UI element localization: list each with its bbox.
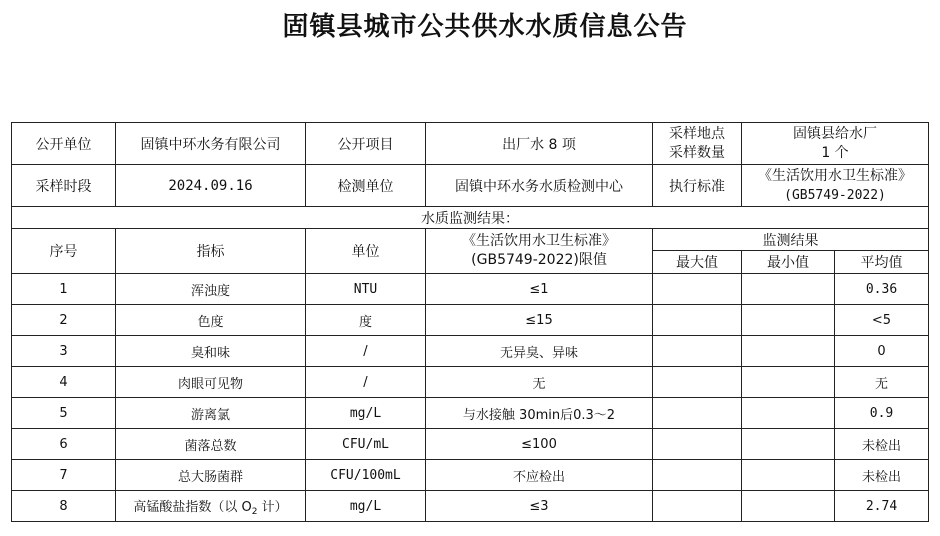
row-no: 3 — [12, 336, 116, 367]
row-min — [742, 398, 835, 429]
col-header-min: 最小值 — [742, 251, 835, 274]
row-limit: 与水接触 30min后0.3～2 — [426, 398, 653, 429]
period-value: 2024.09.16 — [116, 165, 306, 207]
row-avg: 0.36 — [835, 274, 929, 305]
row-no: 2 — [12, 305, 116, 336]
col-header-limit-line2: (GB5749-2022)限值 — [471, 252, 607, 268]
row-indicator: 肉眼可见物 — [116, 367, 306, 398]
section-title: 水质监测结果： — [12, 207, 929, 229]
table-row — [12, 491, 929, 522]
row-indicator: 总大肠菌群 — [116, 460, 306, 491]
row-no: 7 — [12, 460, 116, 491]
publisher-label: 公开单位 — [12, 123, 116, 165]
col-header-max: 最大值 — [653, 251, 742, 274]
table-row — [12, 274, 929, 305]
row-unit: 度 — [306, 305, 426, 336]
row-no: 5 — [12, 398, 116, 429]
row-max — [653, 491, 742, 522]
row-max — [653, 398, 742, 429]
row-max — [653, 367, 742, 398]
site-count-values — [742, 123, 929, 165]
col-header-limit-line1: 《生活饮用水卫生标准》 — [462, 233, 616, 249]
section-row — [12, 207, 929, 229]
row-unit: mg/L — [306, 398, 426, 429]
water-quality-table — [11, 122, 929, 522]
row-unit: NTU — [306, 274, 426, 305]
row-min — [742, 460, 835, 491]
row-indicator: 臭和味 — [116, 336, 306, 367]
row-limit: ≤100 — [426, 429, 653, 460]
table-row — [12, 367, 929, 398]
table-row — [12, 460, 929, 491]
row-unit: CFU/mL — [306, 429, 426, 460]
row-max — [653, 460, 742, 491]
row-unit: / — [306, 367, 426, 398]
standard-label: 执行标准 — [653, 165, 742, 207]
row-min — [742, 367, 835, 398]
row-no: 1 — [12, 274, 116, 305]
row-no: 6 — [12, 429, 116, 460]
lab-value: 固镇中环水务水质检测中心 — [426, 165, 653, 207]
standard-value-line1: 《生活饮用水卫生标准》 — [758, 167, 912, 184]
info-row-2 — [12, 165, 929, 207]
table-row — [12, 336, 929, 367]
publisher-value: 固镇中环水务有限公司 — [116, 123, 306, 165]
standard-value-line2: (GB5749-2022) — [784, 187, 886, 203]
site-label: 采样地点 — [669, 125, 725, 142]
row-limit: 无异臭、异味 — [426, 336, 653, 367]
row-avg: <5 — [835, 305, 929, 336]
row-limit: 不应检出 — [426, 460, 653, 491]
info-row-1 — [12, 123, 929, 165]
col-header-indicator: 指标 — [116, 229, 306, 274]
col-header-results: 监测结果 — [653, 229, 929, 251]
col-header-unit: 单位 — [306, 229, 426, 274]
row-limit: ≤15 — [426, 305, 653, 336]
row-max — [653, 305, 742, 336]
standard-value — [742, 165, 929, 207]
row-limit: 无 — [426, 367, 653, 398]
row-avg: 无 — [835, 367, 929, 398]
count-value: 1 个 — [821, 144, 849, 161]
row-limit: ≤3 — [426, 491, 653, 522]
row-limit: ≤1 — [426, 274, 653, 305]
row-min — [742, 429, 835, 460]
row-min — [742, 336, 835, 367]
row-unit: mg/L — [306, 491, 426, 522]
col-header-limit — [426, 229, 653, 274]
row-max — [653, 429, 742, 460]
row-max — [653, 336, 742, 367]
row-indicator — [116, 491, 306, 522]
col-header-no: 序号 — [12, 229, 116, 274]
row-indicator: 浑浊度 — [116, 274, 306, 305]
item-label: 公开项目 — [306, 123, 426, 165]
header-row-1 — [12, 229, 929, 251]
row-avg: 未检出 — [835, 460, 929, 491]
row-indicator-subscript: 2 — [251, 506, 258, 517]
table-row — [12, 398, 929, 429]
row-min — [742, 274, 835, 305]
row-unit: CFU/100mL — [306, 460, 426, 491]
site-value: 固镇县给水厂 — [793, 125, 877, 142]
row-no: 8 — [12, 491, 116, 522]
count-label: 采样数量 — [669, 144, 725, 161]
site-count-labels — [653, 123, 742, 165]
row-avg: 未检出 — [835, 429, 929, 460]
col-header-avg: 平均值 — [835, 251, 929, 274]
row-indicator: 游离氯 — [116, 398, 306, 429]
row-avg: 0 — [835, 336, 929, 367]
item-value: 出厂水 8 项 — [426, 123, 653, 165]
lab-label: 检测单位 — [306, 165, 426, 207]
table-row — [12, 429, 929, 460]
row-avg: 2.74 — [835, 491, 929, 522]
row-max — [653, 274, 742, 305]
row-no: 4 — [12, 367, 116, 398]
row-indicator-prefix: 高锰酸盐指数（以 O — [133, 499, 252, 515]
table-row — [12, 305, 929, 336]
page-title: 固镇县城市公共供水水质信息公告 — [282, 12, 688, 42]
row-indicator: 色度 — [116, 305, 306, 336]
row-indicator-suffix: 计） — [257, 499, 288, 515]
period-label: 采样时段 — [12, 165, 116, 207]
row-unit: / — [306, 336, 426, 367]
row-min — [742, 491, 835, 522]
row-avg: 0.9 — [835, 398, 929, 429]
row-indicator: 菌落总数 — [116, 429, 306, 460]
row-min — [742, 305, 835, 336]
